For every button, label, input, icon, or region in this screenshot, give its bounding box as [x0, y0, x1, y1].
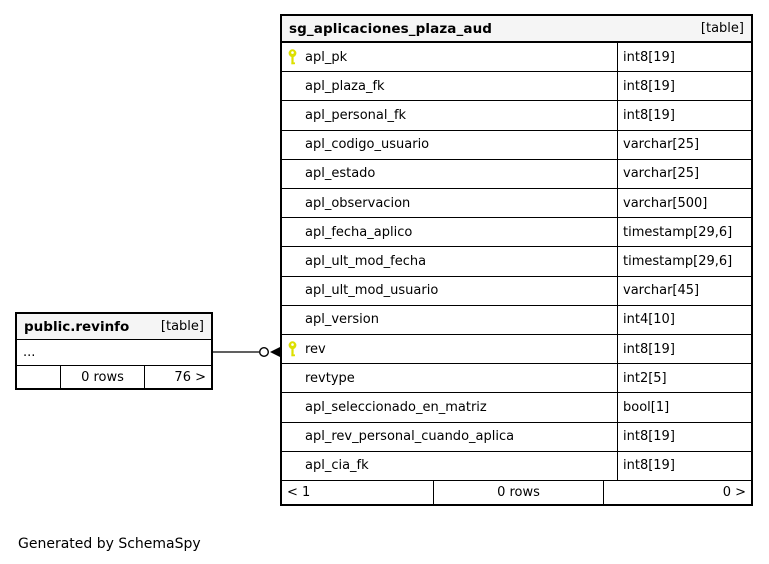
column-name: apl_ult_mod_fecha [305, 254, 427, 270]
column-type: int8[19] [623, 108, 675, 123]
column-name-cell [282, 364, 618, 392]
column-row [282, 277, 751, 306]
zero-one-circle-icon [260, 348, 269, 357]
column-name: apl_version [305, 312, 379, 328]
column-name-cell [282, 101, 618, 129]
column-name-cell [282, 247, 618, 275]
column-name-cell [282, 393, 618, 421]
key-slot [288, 136, 305, 153]
main-table-title: sg_aplicaciones_plaza_aud [289, 20, 493, 37]
column-row [282, 364, 751, 393]
column-row [282, 131, 751, 160]
column-row [282, 393, 751, 422]
column-name-cell [282, 131, 618, 159]
key-slot [288, 399, 305, 416]
column-type: timestamp[29,6] [623, 224, 733, 240]
revinfo-table-title: public.revinfo [24, 318, 130, 335]
key-slot [288, 195, 305, 212]
column-row [282, 452, 751, 481]
column-type: varchar[25] [623, 137, 700, 153]
column-name-cell [282, 277, 618, 305]
column-name: apl_codigo_usuario [305, 137, 430, 153]
column-name: apl_observacion [305, 195, 411, 211]
column-name: apl_seleccionado_en_matriz [305, 400, 487, 416]
key-slot [288, 224, 305, 241]
column-type: int2[5] [623, 370, 667, 386]
column-name: revtype [305, 370, 355, 386]
column-row [282, 218, 751, 247]
key-slot [288, 311, 305, 328]
column-type: int8[19] [623, 341, 675, 357]
revinfo-table-box[interactable] [15, 312, 213, 390]
column-name-cell [282, 423, 618, 451]
key-slot [288, 165, 305, 182]
column-rows [282, 43, 751, 481]
revinfo-table-tag: [table] [160, 319, 204, 334]
key-slot [288, 428, 305, 445]
column-type: int8[19] [623, 49, 675, 65]
column-name: apl_rev_personal_cuando_aplica [305, 429, 515, 445]
column-type: varchar[500] [623, 195, 708, 211]
column-name: apl_estado [305, 166, 376, 182]
revinfo-footer-left [17, 366, 61, 388]
column-name: apl_ult_mod_usuario [305, 283, 439, 299]
column-type: int8[19] [623, 78, 675, 94]
column-row [282, 247, 751, 276]
column-type: int8[19] [623, 458, 675, 474]
column-name-cell [282, 306, 618, 334]
key-slot [288, 253, 305, 270]
column-name-cell [282, 189, 618, 217]
column-name-cell [282, 72, 618, 100]
key-slot [288, 370, 305, 387]
column-type: bool[1] [623, 400, 670, 416]
column-name: apl_personal_fk [305, 108, 407, 123]
column-name-cell [282, 335, 618, 363]
column-row [282, 335, 751, 364]
ellipsis-indicator: ... [23, 345, 36, 360]
main-table-footer [282, 481, 751, 504]
arrowhead-icon [270, 347, 280, 357]
column-name-cell [282, 218, 618, 246]
main-parents-count: < 1 [282, 481, 434, 504]
column-name: apl_pk [305, 49, 348, 65]
column-row [282, 423, 751, 452]
column-row [282, 306, 751, 335]
main-table-header[interactable] [282, 16, 751, 43]
revinfo-collapsed-columns [17, 340, 211, 366]
column-type: int8[19] [623, 429, 675, 445]
revinfo-table-header[interactable] [17, 314, 211, 340]
main-row-count: 0 rows [434, 481, 604, 504]
key-slot [288, 107, 305, 124]
revinfo-table-footer [17, 366, 211, 388]
column-row [282, 189, 751, 218]
key-slot [288, 78, 305, 95]
primary-key-icon [288, 49, 297, 66]
column-name-cell [282, 160, 618, 188]
column-name: apl_plaza_fk [305, 78, 385, 94]
column-row [282, 160, 751, 189]
generated-by-caption: Generated by SchemaSpy [18, 536, 201, 552]
relationship-connector [212, 344, 282, 360]
primary-key-icon [288, 341, 297, 358]
column-name-cell [282, 43, 618, 71]
column-name: rev [305, 341, 326, 357]
main-table-tag: [table] [700, 21, 744, 36]
column-row [282, 43, 751, 72]
column-type: int4[10] [623, 312, 675, 328]
main-children-count: 0 > [722, 485, 746, 500]
revinfo-children-count: 76 > [174, 369, 206, 385]
column-name-cell [282, 452, 618, 480]
column-name: apl_cia_fk [305, 458, 369, 474]
key-slot [288, 457, 305, 474]
main-table-box[interactable] [280, 14, 753, 506]
column-type: varchar[45] [623, 283, 700, 299]
column-type: varchar[25] [623, 166, 700, 182]
key-slot [288, 341, 305, 358]
column-type: timestamp[29,6] [623, 254, 733, 270]
key-slot [288, 49, 305, 66]
revinfo-row-count: 0 rows [61, 366, 145, 388]
column-row [282, 101, 751, 130]
column-name: apl_fecha_aplico [305, 224, 413, 240]
column-row [282, 72, 751, 101]
key-slot [288, 282, 305, 299]
